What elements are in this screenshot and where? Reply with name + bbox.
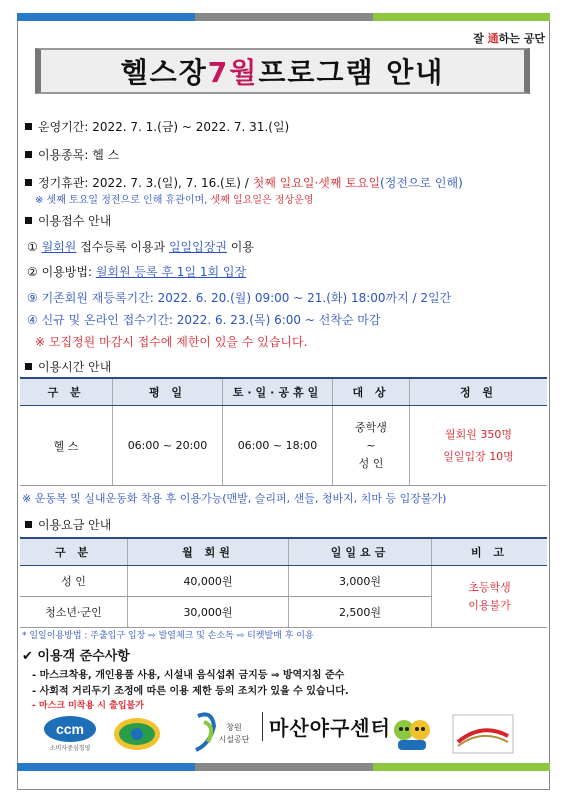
time-col-weekend: 토·일·공휴일	[223, 378, 333, 406]
rule-3: - 마스크 미착용 시 출입불가	[32, 701, 144, 711]
bottom-color-bar	[17, 763, 550, 771]
registration-item-1: ① 월회원 접수등록 이용과 일일입장권 이용	[27, 240, 254, 254]
top-color-bar	[17, 13, 550, 21]
footer-logos	[40, 708, 530, 760]
daily-method: * 일일이용방법 : 주출입구 입장 ⇨ 발열체크 및 손소독 ⇨ 티켓발매 후 이용	[22, 631, 314, 641]
regular-closure: 정기휴관: 2022. 7. 3.(일), 7. 16.(토) / 첫째 일요일·셋째 토요일(정전으로 인해)	[25, 174, 463, 191]
changwon-facility-logo	[190, 708, 260, 762]
operation-period: 운영기간: 2022. 7. 1.(금) ~ 2022. 7. 31.(일)	[25, 118, 289, 135]
time-col-target: 대 상	[333, 378, 410, 406]
sport-type: 이용종목: 헬 스	[25, 146, 119, 163]
time-table	[20, 377, 547, 486]
rule-1: - 마스크착용, 개인용품 사용, 시설내 음식섭취 금지등 ⇒ 방역지침 준수	[32, 670, 345, 681]
clean-logo	[112, 714, 162, 758]
fee-col-daily: 일일요금	[289, 538, 432, 566]
svg-text:창원: 창원	[226, 723, 242, 732]
ccm-logo	[40, 713, 100, 757]
baseball-center-name: 마산야구센터	[262, 712, 391, 741]
rule-2: - 사회적 거리두기 조정에 따른 이용 제한 등의 조치가 있을 수 있습니다.	[32, 686, 349, 697]
fee-header: 이용요금 안내	[25, 516, 111, 533]
registration-note: ※ 모집정원 마감시 접수에 제한이 있을 수 있습니다.	[35, 335, 308, 349]
time-col-category: 구 분	[20, 378, 113, 406]
table-row: 성 인 40,000원 3,000원 초등학생 이용불가	[20, 566, 547, 597]
time-header: 이용시간 안내	[25, 358, 111, 375]
rules-header: ✔ 이용객 준수사항	[22, 649, 130, 664]
closure-note: ※ 셋째 토요일 정전으로 인해 휴관이며, 셋째 일요일은 정상운영	[35, 195, 314, 206]
registration-header: 이용접수 안내	[25, 212, 111, 229]
fee-col-category: 구 분	[20, 538, 128, 566]
dress-note: ※ 운동복 및 실내운동화 착용 후 이용가능(맨발, 슬리퍼, 샌들, 청바지, 치마 등 입장불가)	[22, 492, 447, 505]
svg-text:시설공단: 시설공단	[218, 735, 250, 744]
registration-item-3: ⑨ 기존회원 재등록기간: 2022. 6. 20.(월) 09:00 ~ 21.(화) 18:00까지 / 2일간	[27, 291, 452, 305]
slogan: 잘 通하는 공단	[473, 32, 545, 45]
emblem-logo	[452, 714, 514, 758]
registration-item-4: ④ 신규 및 온라인 접수기간: 2022. 6. 23.(목) 6:00 ~ 선착순 마감	[27, 313, 381, 327]
svg-text:ccm: ccm	[55, 721, 85, 737]
mascot-icon	[390, 714, 434, 758]
fee-col-remarks: 비 고	[432, 538, 548, 566]
svg-text:소비자중심경영: 소비자중심경영	[49, 745, 91, 752]
time-col-weekday: 평 일	[113, 378, 223, 406]
fee-table	[20, 537, 547, 628]
table-row: 청소년·군인 30,000원 2,500원	[20, 597, 547, 628]
time-col-capacity: 정 원	[410, 378, 548, 406]
table-row: 헬 스 06:00 ~ 20:00 06:00 ~ 18:00 중학생 ~ 성 인 월회원 350명 일일입장 10명	[20, 406, 547, 486]
fee-col-monthly: 월 회원	[128, 538, 289, 566]
registration-item-2: ② 이용방법: 월회원 등록 후 1일 1회 입장	[27, 265, 247, 279]
page-title: 헬스장 7월 프로그램 안내	[35, 48, 530, 94]
